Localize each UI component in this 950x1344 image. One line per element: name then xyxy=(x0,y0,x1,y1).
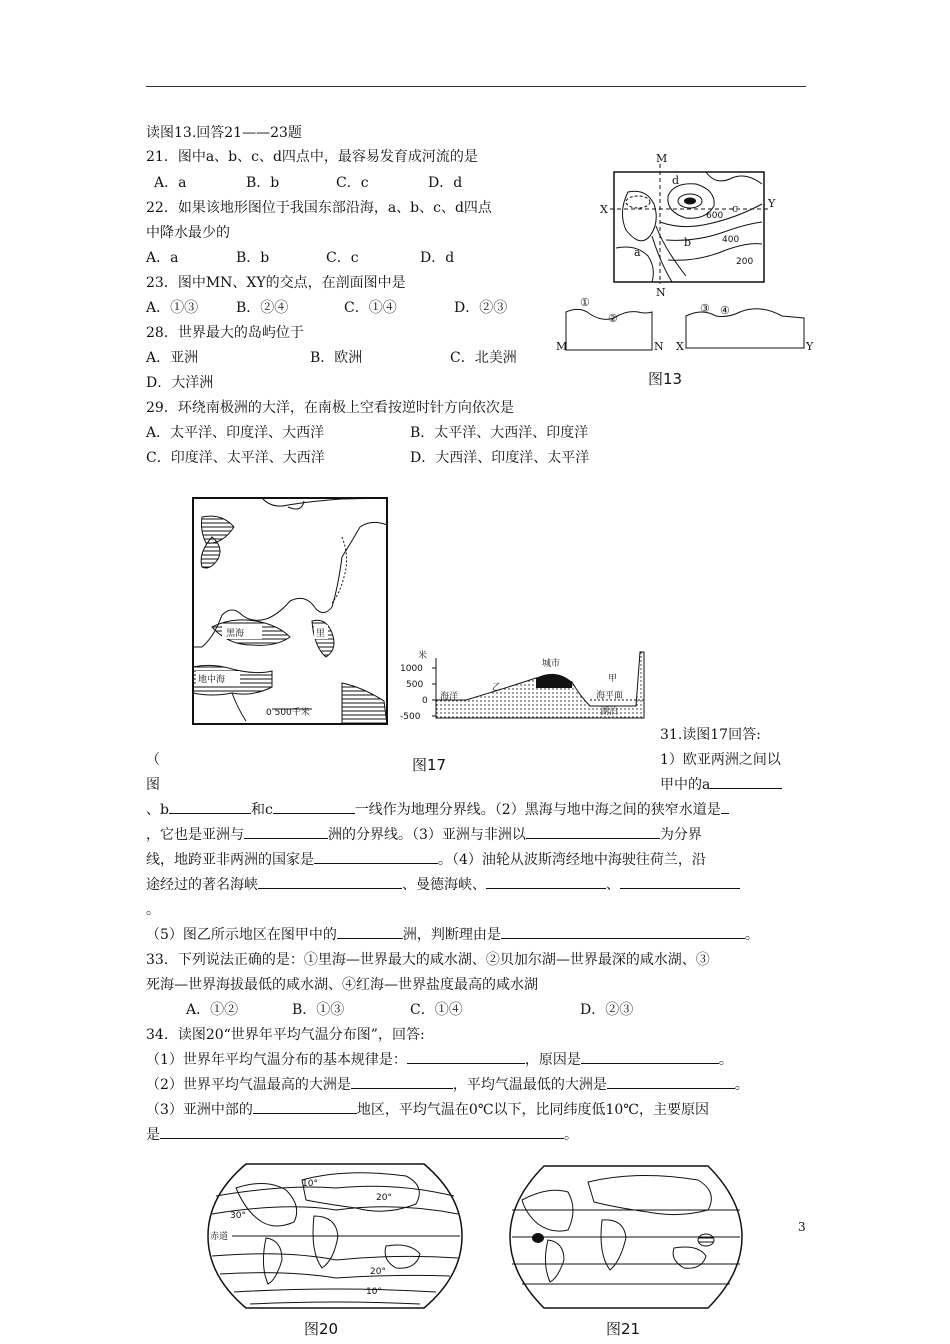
fig13-contour-600: 600 xyxy=(706,211,724,221)
q28-opt-a: A．亚洲 xyxy=(146,350,199,366)
q23-opt-b: B．②④ xyxy=(236,300,289,316)
q31-line-5: 线，地跨亚非两洲的国家是 。（4）油轮从波斯湾经地中海驶往荷兰，沿 xyxy=(146,849,706,871)
q34-line-3: （3）亚洲中部的 地区，平均气温在0℃以下，比同纬度低10℃，主要原因 xyxy=(146,1099,709,1121)
q29-opt-b: B．太平洋、大西洋、印度洋 xyxy=(410,425,589,441)
figure-17-map xyxy=(192,497,390,727)
fig20-isotherm-30: 30° xyxy=(230,1211,246,1221)
q21-stem: 21．图中a、b、c、d四点中，最容易发育成河流的是 xyxy=(146,149,478,165)
q31-line-3: 、b 和c 一线作为地理分界线。（2）黑海与地中海之间的狭窄水道是 xyxy=(146,799,729,821)
q33-stem-2: 死海—世界海拔最低的咸水湖、④红海—世界盐度最高的咸水湖 xyxy=(146,977,538,993)
q23-opt-c: C．①④ xyxy=(344,300,397,316)
fig13-contour-400: 400 xyxy=(722,235,740,245)
fig13-point-2: ② xyxy=(608,312,618,325)
q31-blank-boundary[interactable] xyxy=(526,824,660,839)
q29-opt-c: C．印度洋、太平洋、大西洋 xyxy=(146,450,325,466)
q31-blank-continent[interactable] xyxy=(244,824,328,839)
q31-line-1: 1）欧亚两洲之间以 xyxy=(660,752,781,768)
fig17-y-500: 500 xyxy=(406,680,424,690)
fig13-profile-y: Y xyxy=(806,340,814,353)
fig13-label-n: N xyxy=(656,286,666,299)
figure-21-world-map xyxy=(508,1160,744,1314)
q22-opt-b: B．b xyxy=(236,250,270,266)
q31-line-4: ，它也是亚洲与 洲的分界线。（3）亚洲与非洲以 为分界 xyxy=(146,824,702,846)
q34-blank-hottest[interactable] xyxy=(351,1074,453,1089)
q31-line-6: 途经过的著名海峡 、曼德海峡、 、 xyxy=(146,874,740,896)
fig13-label-c: c xyxy=(732,202,739,215)
q31-blank-reason[interactable] xyxy=(501,924,745,939)
fig20-isotherm-10-south: 10° xyxy=(366,1287,382,1297)
page-number: 3 xyxy=(798,1220,806,1234)
q21-opt-c: C．c xyxy=(336,175,369,191)
fig17-label-li: 里 xyxy=(316,629,326,639)
q31-blank-b[interactable] xyxy=(169,799,251,814)
fig17-unit: 米 xyxy=(418,651,428,661)
fig17-scale: 0 500千米 xyxy=(266,708,310,718)
fig13-caption: 图13 xyxy=(648,370,683,388)
fig17-y-0: 0 xyxy=(422,696,428,706)
q33-opt-c: C．①④ xyxy=(410,1002,463,1018)
fig13-label-d: d xyxy=(672,174,680,187)
figure-20-world-temperature-map xyxy=(206,1156,464,1316)
fig13-label-x: X xyxy=(600,203,608,216)
q22-opt-d: D．d xyxy=(420,250,455,266)
fig17-label-ocean: 海洋 xyxy=(440,692,459,702)
fig17-label-city: 城市 xyxy=(542,659,561,669)
q21-opt-d: D．d xyxy=(428,175,463,191)
q22-opt-a: A．a xyxy=(146,250,179,266)
fig13-profile-m: M xyxy=(556,340,568,353)
fig21-caption: 图21 xyxy=(606,1320,641,1338)
q29-opt-d: D．大西洋、印度洋、太平洋 xyxy=(410,450,590,466)
fig20-caption: 图20 xyxy=(304,1320,339,1338)
q34-line-1: （1）世界年平均气温分布的基本规律是： ，原因是 。 xyxy=(146,1049,733,1071)
q28-opt-c: C．北美洲 xyxy=(450,350,517,366)
q34-stem: 34．读图20“世界年平均气温分布图”，回答: xyxy=(146,1027,425,1043)
q31-line-2: 甲中的a xyxy=(660,774,782,796)
q33-opt-a: A．①② xyxy=(186,1002,239,1018)
q31-line-7: 。 xyxy=(146,902,160,918)
fig13-point-1: ① xyxy=(580,296,590,309)
q28-opt-b: B．欧洲 xyxy=(310,350,363,366)
fig17-label-jia: 甲 xyxy=(608,674,618,684)
fig17-label-black-sea: 黑海 xyxy=(226,629,245,639)
fig20-label-equator: 赤道 xyxy=(210,1232,229,1242)
fig13-profile-x: X xyxy=(676,340,684,353)
fig20-isotherm-10: 10° xyxy=(302,1179,318,1189)
q29-stem: 29．环绕南极洲的大洋，在南极上空看按逆时针方向依次是 xyxy=(146,400,514,416)
fig13-label-b: b xyxy=(684,236,692,249)
q31-blank-a[interactable] xyxy=(710,774,782,789)
fig13-profile-n: N xyxy=(654,340,664,353)
q31-blank-country[interactable] xyxy=(314,849,438,864)
q23-opt-d: D．②③ xyxy=(454,300,508,316)
q28-opt-d: D．大洋洲 xyxy=(146,375,214,391)
q33-stem-1: 33．下列说法正确的是：①里海—世界最大的咸水湖、②贝加尔湖—世界最深的咸水湖、③ xyxy=(146,952,710,968)
q33-opt-b: B．①③ xyxy=(292,1002,345,1018)
q31-line-8: （5）图乙所示地区在图甲中的 洲，判断理由是 。 xyxy=(146,924,759,946)
q31-left-2: 图 xyxy=(146,777,160,793)
q34-line-2: （2）世界平均气温最高的大洲是 ，平均气温最低的大洲是 。 xyxy=(146,1074,749,1096)
q23-opt-a: A．①③ xyxy=(146,300,199,316)
q29-opt-a: A．太平洋、印度洋、大西洋 xyxy=(146,425,325,441)
q21-opt-b: B．b xyxy=(246,175,280,191)
q31-left-1: （ xyxy=(146,752,160,768)
q34-blank-main-cause[interactable] xyxy=(160,1124,564,1139)
fig17-caption: 图17 xyxy=(412,756,447,774)
fig17-y-neg500: -500 xyxy=(400,712,421,722)
q34-blank-pattern[interactable] xyxy=(407,1049,525,1064)
q31-blank-strait-3[interactable] xyxy=(620,874,740,889)
q21-opt-a: A．a xyxy=(154,175,187,191)
fig13-label-m: M xyxy=(656,152,668,165)
q22-stem-2: 中降水最少的 xyxy=(146,225,230,241)
q33-opt-d: D．②③ xyxy=(580,1002,634,1018)
fig13-point-4: ④ xyxy=(720,304,730,317)
q34-line-4: 是 。 xyxy=(146,1124,578,1146)
intro-text: 读图13.回答21——23题 xyxy=(146,125,302,141)
fig20-isotherm-20-south: 20° xyxy=(370,1267,386,1277)
q34-blank-coldest[interactable] xyxy=(607,1074,735,1089)
fig13-contour-200: 200 xyxy=(736,257,754,267)
q34-blank-cause[interactable] xyxy=(581,1049,719,1064)
fig17-label-yi: 乙 xyxy=(492,683,502,693)
q34-blank-area[interactable] xyxy=(253,1099,357,1114)
fig17-y-1000: 1000 xyxy=(400,664,423,674)
fig17-label-lake: 湖泊 xyxy=(600,707,619,717)
figure-13 xyxy=(556,152,816,362)
fig13-label-y: Y xyxy=(768,197,776,210)
fig17-label-mediterranean: 地中海 xyxy=(198,675,226,685)
q31-blank-c[interactable] xyxy=(273,799,355,814)
q31-blank-strait-2[interactable] xyxy=(486,874,606,889)
fig13-label-a: a xyxy=(634,246,641,259)
fig20-isotherm-20: 20° xyxy=(376,1193,392,1203)
fig17-label-sea-level: 海平面 xyxy=(596,691,624,701)
q31-blank-region[interactable] xyxy=(337,924,403,939)
figure-17-profile xyxy=(396,648,646,724)
fig13-point-3: ③ xyxy=(700,302,710,315)
q28-stem: 28．世界最大的岛屿位于 xyxy=(146,325,304,341)
q31-blank-strait-1[interactable] xyxy=(258,874,402,889)
q22-stem-1: 22．如果该地形图位于我国东部沿海，a、b、c、d四点 xyxy=(146,200,492,216)
q31-blank-strait[interactable] xyxy=(721,799,729,814)
header-rule xyxy=(146,86,806,87)
q23-stem: 23．图中MN、XY的交点，在剖面图中是 xyxy=(146,275,406,291)
q22-opt-c: C．c xyxy=(326,250,359,266)
q31-head: 31.读图17回答: xyxy=(660,727,761,743)
